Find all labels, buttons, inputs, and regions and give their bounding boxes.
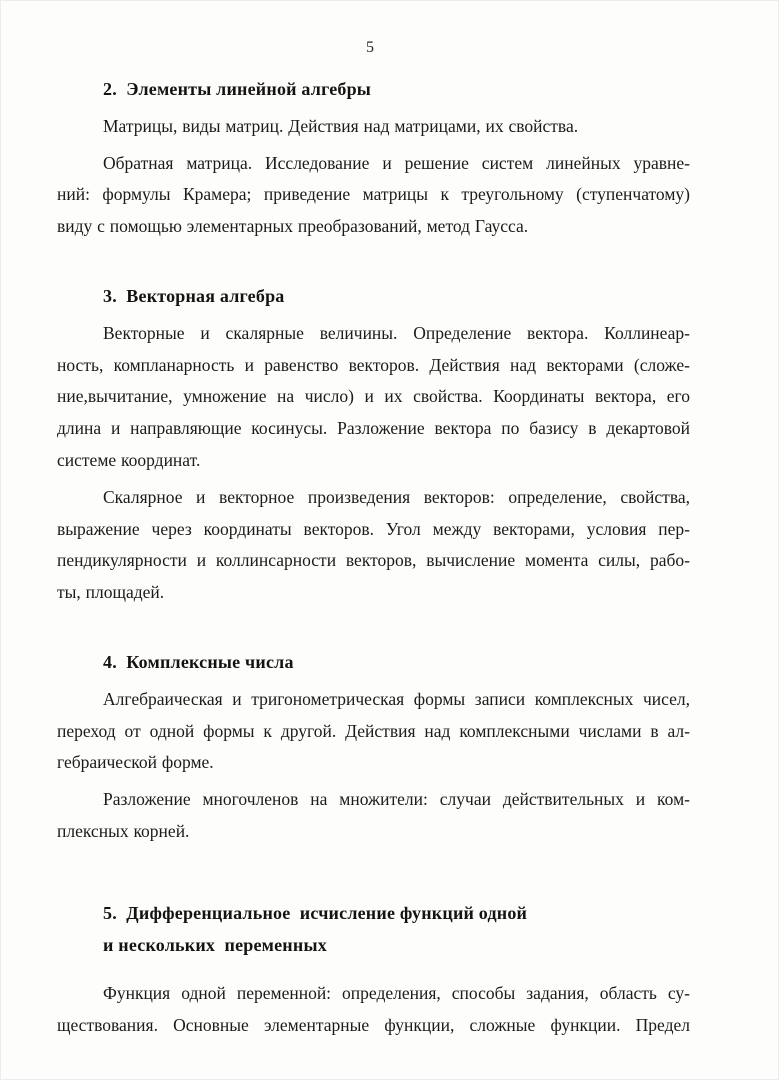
text-line: длина и направляющие косинусы. Разложение вектора по базису в декартовой: [57, 418, 690, 439]
heading-line: 5. Дифференциальное исчисление функций одной: [103, 902, 528, 923]
text-line: Функция одной переменной: определения, способы задания, область су-: [103, 983, 690, 1004]
text-line: плексных корней.: [57, 820, 190, 841]
text-line: Разложение многочленов на множители: случаи действительных и ком-: [103, 789, 690, 810]
text-line: ществования. Основные элементарные функции, сложные функции. Предел: [57, 1015, 690, 1036]
text-line: ность, компланарность и равенство векторов. Действия над векторами (сложе-: [57, 354, 690, 375]
paragraph: [57, 111, 690, 143]
heading-line: и нескольких переменных: [103, 934, 327, 955]
text-line: гебраической форме.: [57, 752, 214, 773]
paragraph: [57, 684, 690, 779]
section-heading: [57, 281, 690, 313]
paragraph: [57, 318, 690, 477]
text-line: ты, площадей.: [57, 582, 165, 603]
text-line: Скалярное и векторное произведения векторов: определение, свойства,: [103, 486, 690, 507]
text-line: Векторные и скалярные величины. Определение вектора. Коллинеар-: [103, 322, 690, 343]
heading-line: 2. Элементы линейной алгебры: [103, 79, 372, 99]
paragraph: [57, 978, 690, 1042]
section-linear-algebra: [57, 74, 690, 243]
section-complex-numbers: [57, 647, 690, 848]
section-heading: [57, 898, 690, 962]
text-line: Матрицы, виды матриц. Действия над матрицами, их свойства.: [103, 115, 579, 136]
text-line: ний: формулы Крамера; приведение матрицы к треугольному (ступенчатому): [57, 184, 690, 205]
paragraph: [57, 482, 690, 609]
text-line: переход от одной формы к другой. Действия над комплексными числами в ал-: [57, 720, 690, 741]
page-content: [57, 0, 690, 1042]
section-vector-algebra: [57, 281, 690, 609]
text-line: Алгебраическая и тригонометрическая формы записи комплексных чисел,: [103, 688, 690, 709]
text-line: Обратная матрица. Исследование и решение систем линейных уравне-: [103, 152, 690, 173]
text-line: системе координат.: [57, 449, 201, 470]
section-heading: [57, 74, 690, 106]
text-line: выражение через координаты векторов. Угол между векторами, условия пер-: [57, 518, 690, 539]
text-line: виду с помощью элементарных преобразований, метод Гаусса.: [57, 216, 529, 237]
heading-line: 4. Комплексные числа: [103, 651, 294, 672]
paragraph: [57, 784, 690, 848]
section-differential-calculus: [57, 898, 690, 1042]
page-number: 5: [366, 39, 374, 56]
heading-line: 3. Векторная алгебра: [103, 285, 285, 306]
text-line: пендикулярности и коллинсарности векторов, вычисление момента силы, рабо-: [57, 550, 690, 571]
paragraph: [57, 148, 690, 243]
section-heading: [57, 647, 690, 679]
text-line: ние,вычитание, умножение на число) и их свойства. Координаты вектора, его: [57, 386, 690, 407]
